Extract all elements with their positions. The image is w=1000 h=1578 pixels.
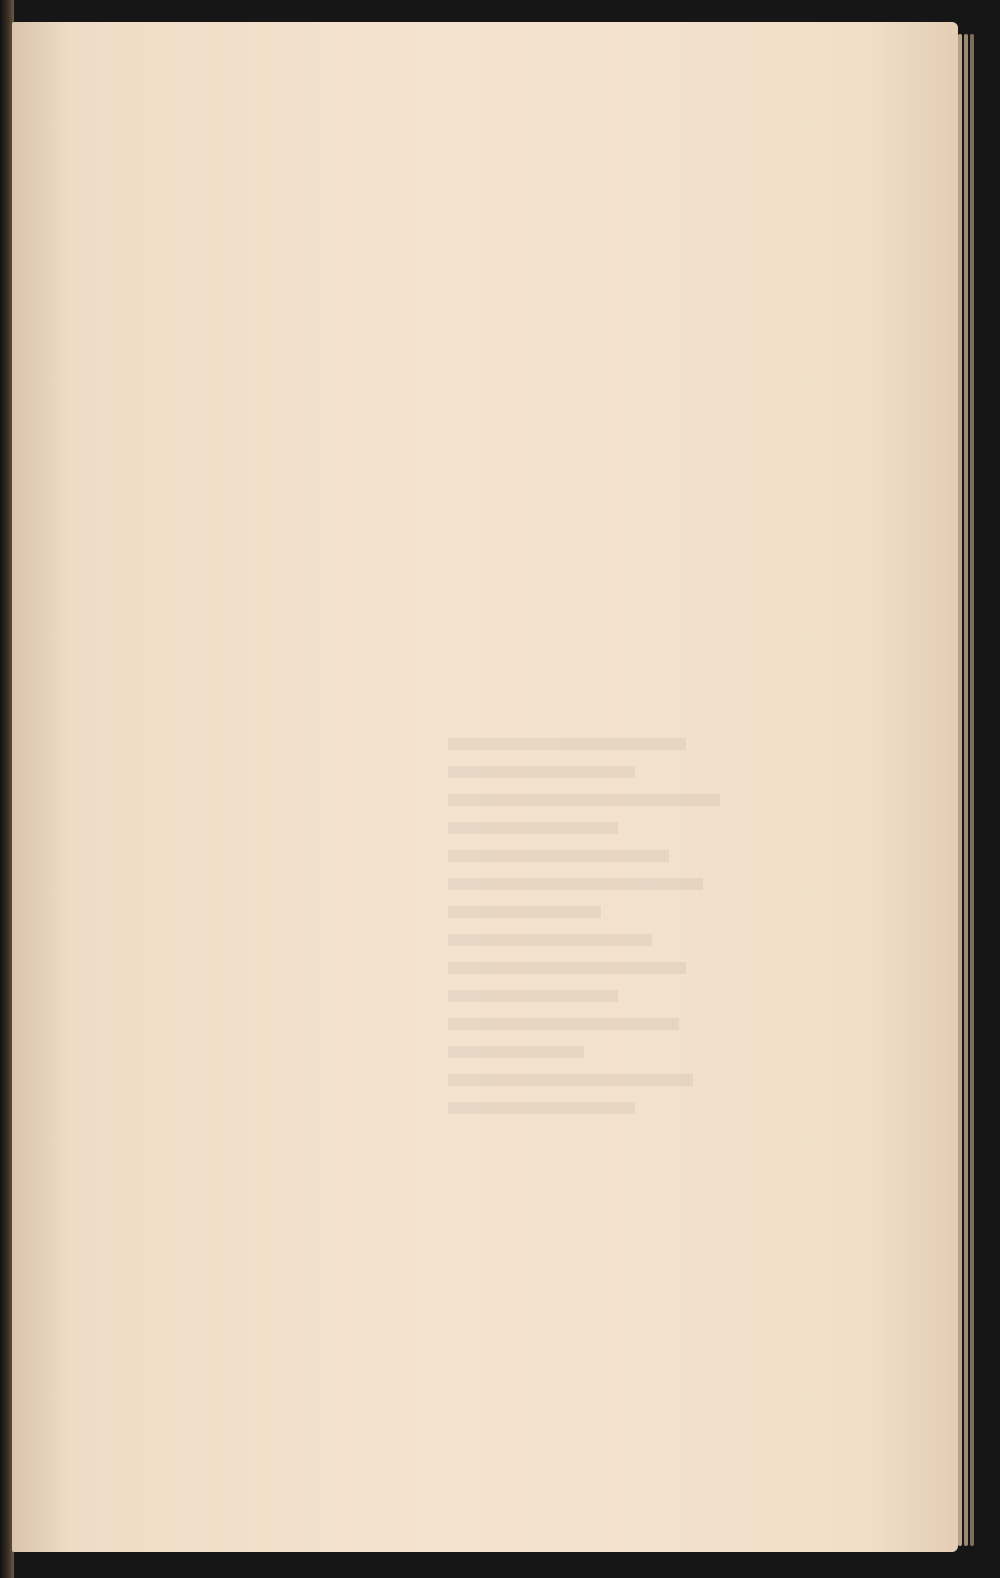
book-page xyxy=(12,22,958,1552)
page-stack-edge xyxy=(964,34,968,1546)
page-stack-edge xyxy=(970,34,974,1546)
bleed-through-text xyxy=(448,722,788,1282)
page-stack-edge xyxy=(958,34,962,1546)
